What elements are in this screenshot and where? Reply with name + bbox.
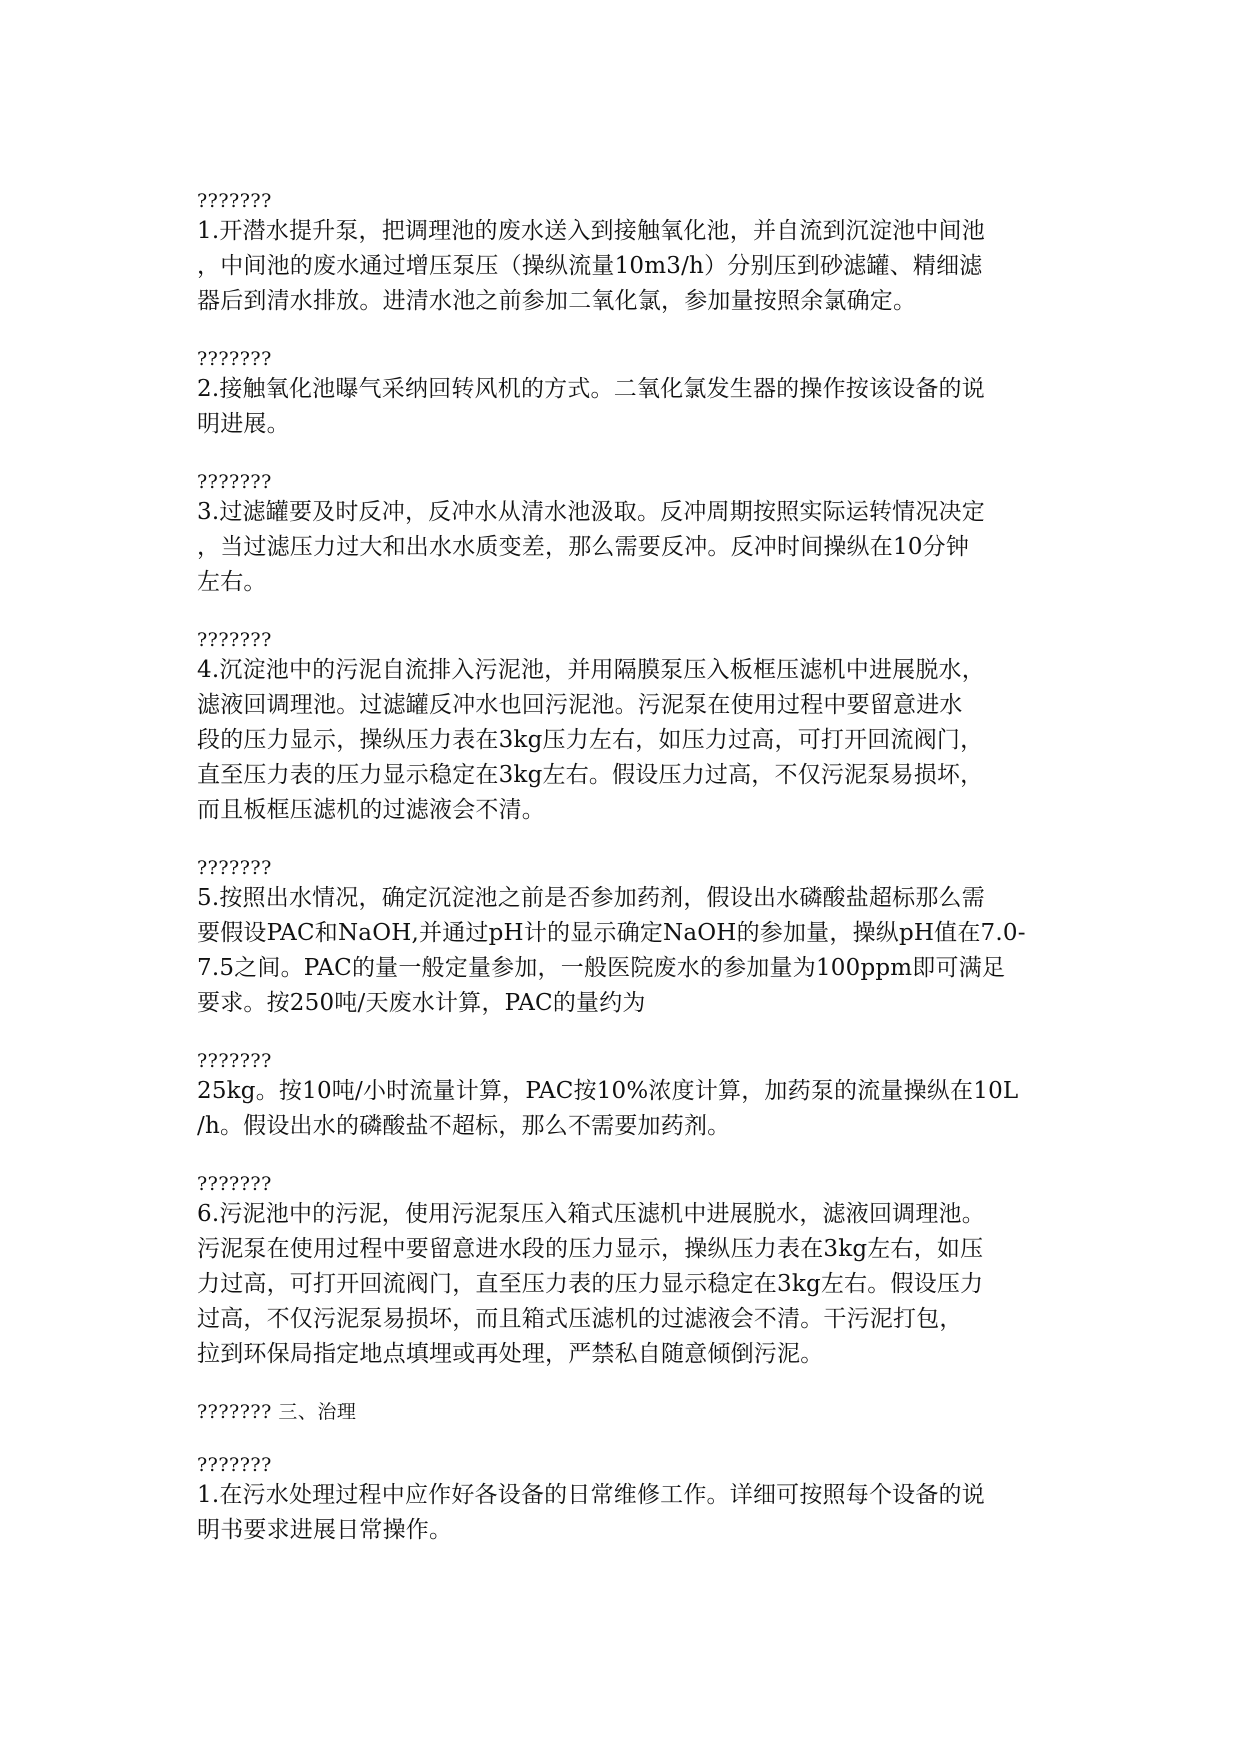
paragraph-marker: ???????	[197, 1050, 272, 1072]
paragraph-marker: ???????	[197, 629, 272, 651]
paragraph-marker: ???????	[197, 190, 272, 212]
paragraph-block	[197, 1048, 1052, 1144]
paragraph-line: /h。假设出水的磷酸盐不超标，那么不需要加药剂。	[197, 1113, 731, 1139]
paragraph-line: 1.开潜水提升泵，把调理池的废水送入到接触氧化池，并自流到沉淀池中间池	[197, 218, 985, 244]
paragraph-line: 拉到环保局指定地点填埋或再处理，严禁私自随意倾倒污泥。	[197, 1341, 824, 1367]
paragraph-line: 5.按照出水情况，确定沉淀池之前是否参加药剂，假设出水磷酸盐超标那么需	[197, 885, 985, 911]
paragraph-block	[197, 627, 1052, 828]
paragraph-line: 明进展。	[197, 411, 290, 437]
paragraph-line: 左右。	[197, 569, 267, 595]
paragraph-line: 滤液回调理池。过滤罐反冲水也回污泥池。污泥泵在使用过程中要留意进水	[197, 692, 963, 718]
paragraph-line: 污泥泵在使用过程中要留意进水段的压力显示，操纵压力表在3kg左右，如压	[197, 1236, 984, 1262]
document-page	[197, 188, 1052, 1575]
paragraph-line: 7.5之间。PAC的量一般定量参加，一般医院废水的参加量为100ppm即可满足	[197, 955, 1006, 981]
paragraph-marker: ???????	[197, 471, 272, 493]
paragraph-block	[197, 855, 1052, 1021]
paragraph-line: 要求。按250吨/天废水计算，PAC的量约为	[197, 990, 646, 1016]
paragraph-block	[197, 346, 1052, 442]
section-heading-block	[197, 1399, 1052, 1425]
paragraph-line: 直至压力表的压力显示稳定在3kg左右。假设压力过高，不仅污泥泵易损坏，	[197, 762, 984, 788]
paragraph-line: 6.污泥池中的污泥，使用污泥泵压入箱式压滤机中进展脱水，滤液回调理池。	[197, 1201, 985, 1227]
paragraph-marker: ???????	[197, 1173, 272, 1195]
paragraph-line: 力过高，可打开回流阀门，直至压力表的压力显示稳定在3kg左右。假设压力	[197, 1271, 984, 1297]
section-heading: ??????? 三、治理	[197, 1401, 357, 1423]
paragraph-line: 段的压力显示，操纵压力表在3kg压力左右，如压力过高，可打开回流阀门，	[197, 727, 984, 753]
paragraph-block	[197, 188, 1052, 319]
paragraph-line: ，中间池的废水通过增压泵压（操纵流量10m3/h）分别压到砂滤罐、精细滤	[197, 253, 983, 279]
paragraph-block	[197, 469, 1052, 600]
paragraph-line: 过高，不仅污泥泵易损坏，而且箱式压滤机的过滤液会不清。干污泥打包，	[197, 1306, 963, 1332]
paragraph-line: 1.在污水处理过程中应作好各设备的日常维修工作。详细可按照每个设备的说	[197, 1482, 985, 1508]
paragraph-line: 明书要求进展日常操作。	[197, 1517, 453, 1543]
paragraph-marker: ???????	[197, 857, 272, 879]
paragraph-block	[197, 1171, 1052, 1372]
paragraph-line: 4.沉淀池中的污泥自流排入污泥池，并用隔膜泵压入板框压滤机中进展脱水，	[197, 657, 985, 683]
paragraph-line: 器后到清水排放。进清水池之前参加二氧化氯，参加量按照余氯确定。	[197, 288, 917, 314]
paragraph-line: 25kg。按10吨/小时流量计算，PAC按10%浓度计算，加药泵的流量操纵在10L	[197, 1078, 1019, 1104]
paragraph-line: 而且板框压滤机的过滤液会不清。	[197, 797, 545, 823]
paragraph-line: 3.过滤罐要及时反冲，反冲水从清水池汲取。反冲周期按照实际运转情况决定	[197, 499, 985, 525]
paragraph-line: ，当过滤压力过大和出水水质变差，那么需要反冲。反冲时间操纵在10分钟	[197, 534, 970, 560]
paragraph-line: 要假设PAC和NaOH,并通过pH计的显示确定NaOH的参加量，操纵pH值在7.0-	[197, 920, 1026, 946]
paragraph-block	[197, 1452, 1052, 1548]
paragraph-marker: ???????	[197, 348, 272, 370]
paragraph-line: 2.接触氧化池曝气采纳回转风机的方式。二氧化氯发生器的操作按该设备的说	[197, 376, 985, 402]
paragraph-marker: ???????	[197, 1454, 272, 1476]
